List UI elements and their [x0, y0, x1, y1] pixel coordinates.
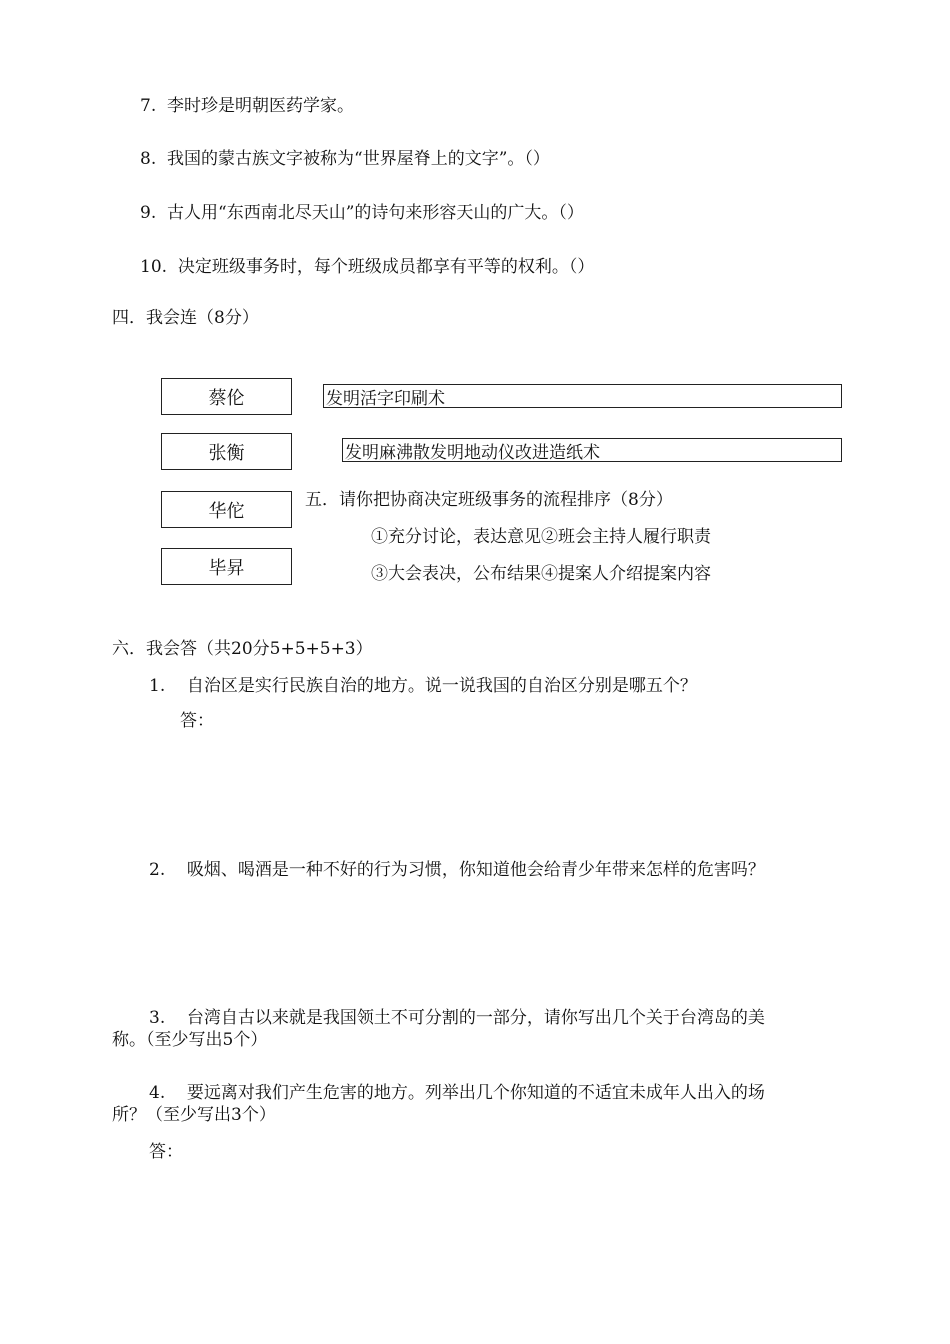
- question-1-number: 1.: [149, 676, 166, 696]
- question-1: [149, 675, 697, 697]
- person-box-cai-lun[interactable]: 蔡伦: [161, 378, 292, 415]
- question-4-text-1: 要远离对我们产生危害的地方。列举出几个你知道的不适宜未成年人出入的场: [186, 1083, 765, 1103]
- answer-label-4: 答：: [149, 1142, 183, 1162]
- section-5-line-1: ①充分讨论，表达意见②班会主持人履行职责: [371, 527, 711, 547]
- tf-item-10: [140, 256, 594, 278]
- section-6-title: 六．我会答（共20分5+5+5+3）: [112, 639, 373, 659]
- question-2-number: 2.: [149, 860, 166, 880]
- question-3-line-1: [149, 1007, 765, 1029]
- question-4-line-2: 所？（至少写出3个）: [112, 1105, 276, 1125]
- question-3-text-1: 台湾自古以来就是我国领土不可分割的一部分，请你写出几个关于台湾岛的美: [186, 1008, 765, 1028]
- question-3-number: 3.: [149, 1008, 166, 1028]
- tf-item-9: [140, 202, 584, 224]
- person-box-bi-sheng[interactable]: 毕昇: [161, 548, 292, 585]
- section-5-title: 五．请你把协商决定班级事务的流程排序（8分）: [305, 490, 673, 510]
- tf-item-8-text: 我国的蒙古族文字被称为“世界屋脊上的文字”。（）: [167, 149, 550, 169]
- tf-item-9-text: 古人用“东西南北尽天山”的诗句来形容天山的广大。（）: [167, 203, 584, 223]
- tf-item-7-number: 7.: [140, 96, 157, 116]
- question-1-text: 自治区是实行民族自治的地方。说一说我国的自治区分别是哪五个？: [186, 676, 697, 696]
- question-4-line-1: [149, 1082, 765, 1104]
- person-box-zhang-heng[interactable]: 张衡: [161, 433, 292, 470]
- tf-item-9-number: 9.: [140, 203, 157, 223]
- tf-item-10-text: 决定班级事务时，每个班级成员都享有平等的权利。（）: [177, 257, 595, 277]
- person-box-hua-tuo[interactable]: 华佗: [161, 491, 292, 528]
- question-2-text: 吸烟、喝酒是一种不好的行为习惯，你知道他会给青少年带来怎样的危害吗？: [186, 860, 765, 880]
- tf-item-7-text: 李时珍是明朝医药学家。: [167, 96, 355, 116]
- question-4-number: 4.: [149, 1083, 166, 1103]
- section-4-title: 四．我会连（8分）: [112, 308, 259, 328]
- tf-item-8: [140, 148, 550, 170]
- answer-label-1: 答：: [180, 711, 214, 731]
- tf-item-10-number: 10.: [140, 257, 168, 277]
- question-2: [149, 859, 765, 881]
- invention-box-1[interactable]: 发明活字印刷术: [323, 384, 842, 408]
- tf-item-7: [140, 95, 354, 117]
- tf-item-8-number: 8.: [140, 149, 157, 169]
- question-3-line-2: 称。（至少写出5个）: [112, 1030, 268, 1050]
- section-5-line-2: ③大会表决，公布结果④提案人介绍提案内容: [371, 564, 711, 584]
- invention-box-2[interactable]: 发明麻沸散发明地动仪改进造纸术: [342, 438, 842, 462]
